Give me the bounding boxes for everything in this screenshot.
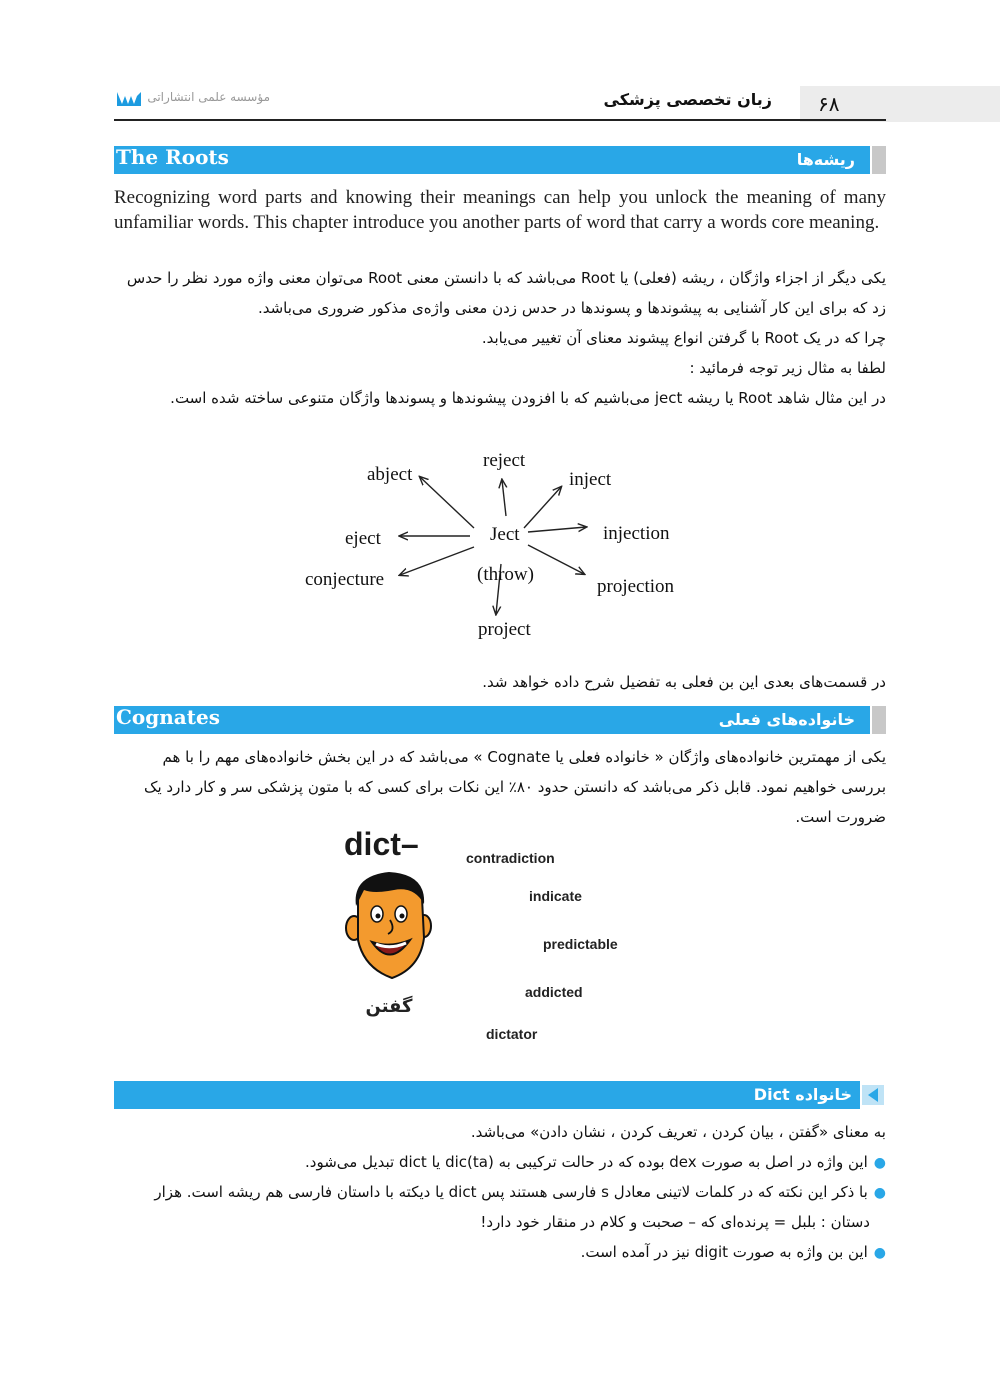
book-title: زبان تخصصی پزشکی [603, 90, 772, 109]
word-projection: projection [597, 576, 675, 597]
publisher-name: مؤسسه علمی انتشاراتی [147, 90, 270, 104]
word-reject: reject [483, 450, 526, 471]
dict-bullet-3-text: این بن واژه به صورت digit نیز در آمده است. [580, 1243, 868, 1261]
cognates-fa-line-1: یکی از مهمترین خانواده‌های واژگان « خانواده فعلی یا Cognate » می‌باشد که در این بخش خانواده‌های مهم را با هم [162, 748, 886, 766]
roots-title-en: The Roots [116, 145, 229, 169]
talking-face-icon [344, 868, 434, 983]
roots-title-fa: ریشه‌ها [796, 150, 855, 169]
cognates-fa-line-2: بررسی خواهیم نمود. قابل ذکر می‌باشد که دانستن حدود ۸۰٪ این نکات برای کسی که با متون پزشکی سر و کار دارد یک [144, 778, 886, 796]
arrow-to-reject [502, 480, 506, 516]
roots-english-paragraph: Recognizing word parts and knowing their meanings can help you unlock the meaning of many unfamiliar words. This chapter introduce you another parts of word that carry a words core meaning. [114, 187, 886, 233]
roots-fa-line-3: چرا که در یک Root با گرفتن انواع پیشوند معنای آن تغییر می‌یابد. [481, 329, 886, 347]
bullet-dot-icon: ● [873, 1245, 886, 1261]
word-eject: eject [345, 528, 381, 549]
arrow-to-projection [528, 545, 584, 574]
dict-bullet-3 [114, 1237, 886, 1268]
roots-fa-line-1: یکی دیگر از اجزاء واژگان ، ریشه (فعلی) یا Root می‌باشد که با دانستن معنی Root می‌توان معنی واژه مورد نظر را حدس [126, 269, 886, 287]
dict-family-title: خانواده Dict [753, 1085, 852, 1104]
cognates-title-fa: خانواده‌های فعلی [718, 710, 855, 729]
arrow-to-conjecture [400, 547, 474, 575]
triangle-left-icon [862, 1085, 884, 1105]
cognates-fa-line-3: ضرورت است. [795, 808, 886, 826]
roots-fa-line-4: لطفا به مثال زیر توجه فرمائید : [689, 359, 886, 377]
dict-word-contradiction: contradiction [466, 850, 555, 866]
arrow-to-inject [524, 487, 561, 528]
word-throw-meaning: (throw) [477, 564, 534, 585]
cognates-title-en: Cognates [116, 705, 220, 729]
dict-bullet-2 [114, 1177, 886, 1208]
dict-meaning-fa: گفتن [365, 996, 413, 1017]
dict-meaning-line: به معنای «گفتن ، بیان کردن ، تعریف کردن ، نشان دادن» می‌باشد. [470, 1123, 886, 1141]
word-project: project [478, 619, 531, 640]
dict-bullet-1 [114, 1147, 886, 1178]
after-diagram-note: در قسمت‌های بعدی این بن فعلی به تفضیل شرح داده خواهد شد. [482, 673, 886, 691]
dict-word-predictable: predictable [543, 936, 618, 952]
arrow-to-injection [528, 527, 586, 532]
word-inject: inject [569, 469, 612, 490]
bullet-dot-icon: ● [873, 1155, 886, 1171]
dict-word-dictator: dictator [486, 1026, 538, 1042]
word-conjecture: conjecture [305, 569, 385, 590]
cognates-bar-stub [872, 706, 886, 734]
roots-fa-line-2: زد که برای این کار آشنایی به پیشوندها و پسوندها در حدس زدن معنی واژه‌ی مذکور ضروری می‌باشد. [257, 299, 886, 317]
roots-fa-line-5: در این مثال شاهد Root یا ریشه ject می‌باشیم که با افزودن پیشوندها و پسوندها واژگان متنوعی ساخته شده است. [170, 389, 886, 407]
bullet-dot-icon: ● [873, 1185, 886, 1201]
dict-bullet-2-text: با ذکر این نکته که در کلمات لاتینی معادل s فارسی هستند پس dict یا دیکته با داستان فارسی هم ریشه است. هزار [154, 1183, 868, 1201]
dict-bullet-2-continuation: دستان : بلبل = پرنده‌ای که – صحبت و کلام در منقار خود دارد! [480, 1213, 870, 1231]
word-injection: injection [603, 523, 670, 544]
word-abject: abject [367, 464, 413, 485]
dict-word-addicted: addicted [525, 984, 583, 1000]
page-number: ۶۸ [818, 92, 840, 116]
arrow-to-abject [420, 477, 474, 528]
dict-bullet-1-text: این واژه در اصل به صورت dex بوده که در حالت ترکیبی به dic(ta) یا dict تبدیل می‌شود. [305, 1153, 868, 1171]
word-ject-center: Ject [490, 524, 520, 545]
dict-word-indicate: indicate [529, 888, 582, 904]
dict-root-title: dict– [344, 826, 419, 862]
